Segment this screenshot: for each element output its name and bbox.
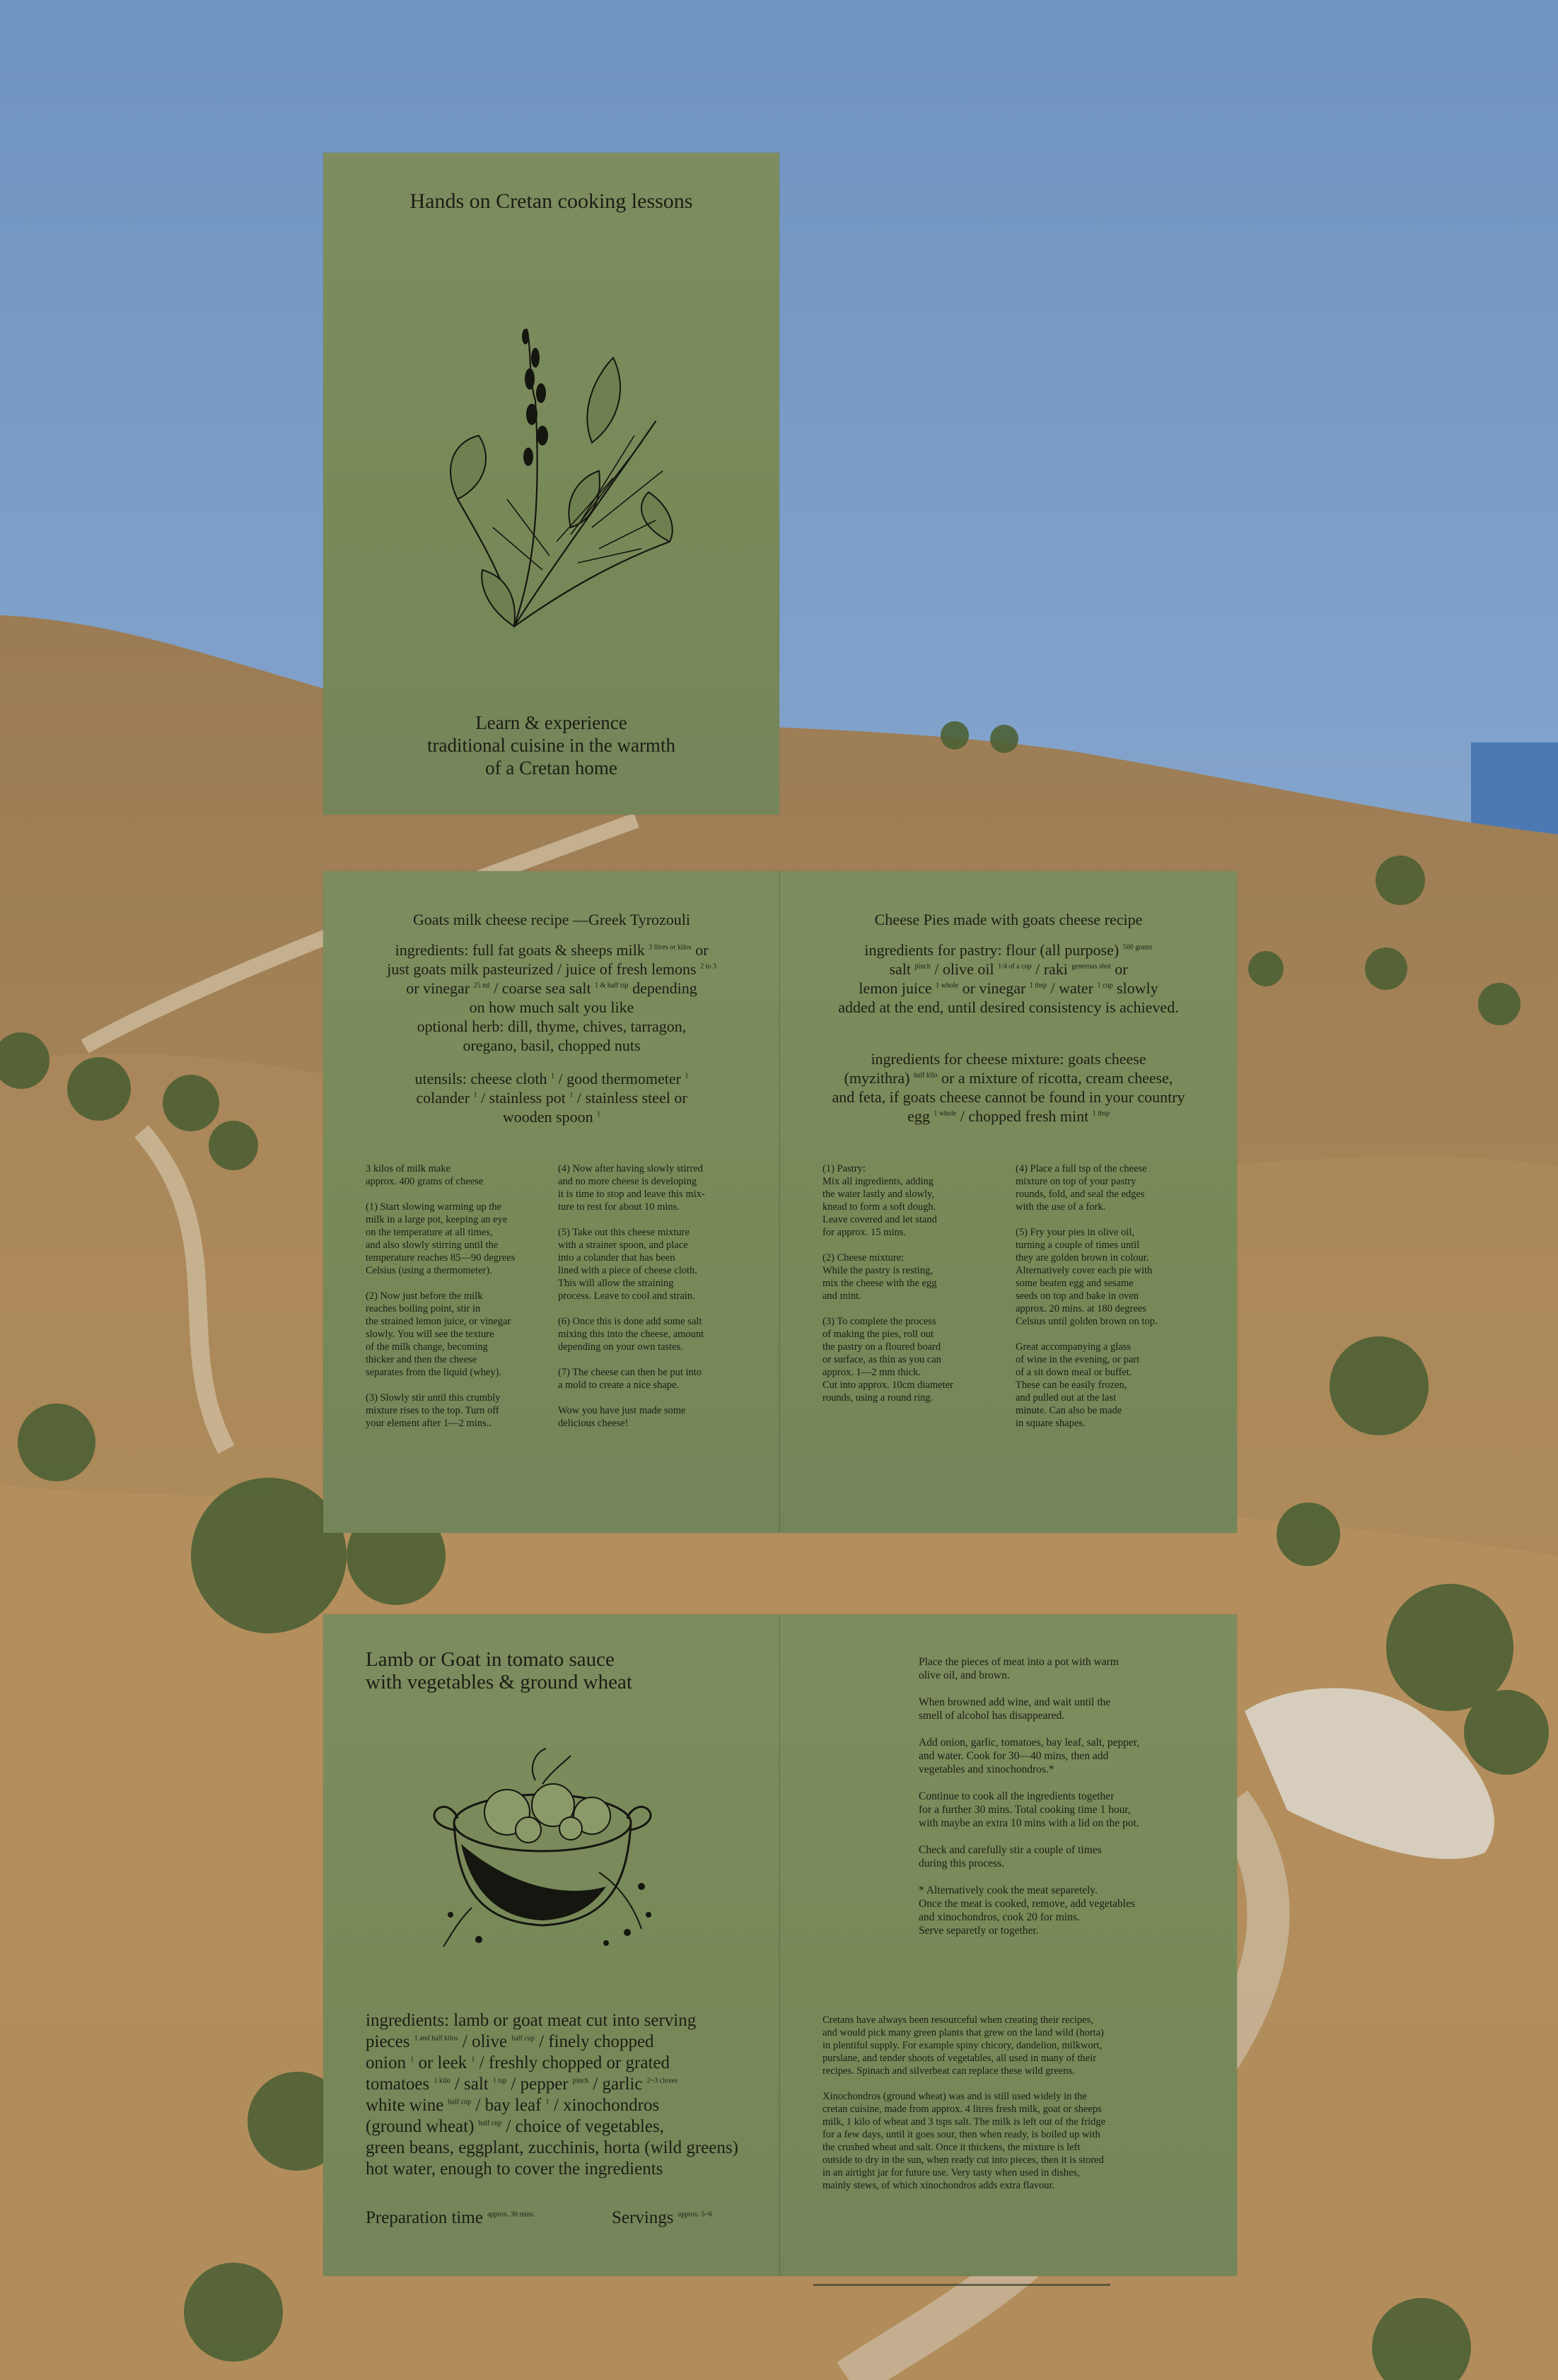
cover-title: Hands on Cretan cooking lessons [409, 189, 693, 213]
text-line: on the temperature at all times, [366, 1227, 493, 1238]
paragraph [822, 1162, 1004, 1239]
lamb-ingr-text: / garlic [593, 2075, 643, 2094]
cover-tagline-line: of a Cretan home [485, 757, 617, 778]
pastry-text: / raki [1035, 960, 1068, 978]
text-line: your element after 1—2 mins.. [366, 1418, 492, 1429]
paragraph [1016, 1162, 1197, 1213]
lamb-ingr-text: / choice of vegetables, [506, 2117, 664, 2136]
pastry-text: / water [1050, 979, 1093, 997]
text-line: the strained lemon juice, or vinegar [366, 1316, 511, 1327]
qty: 1 whole [934, 1109, 957, 1118]
cheese-mixture-ingredients [801, 1049, 1216, 1126]
pastry-text: lemon juice [859, 979, 932, 997]
text-line: (7) The cheese can then be put into [558, 1367, 702, 1378]
text-line: Celsius (using a thermometer). [366, 1265, 492, 1276]
text-line: separates from the liquid (whey). [366, 1367, 502, 1378]
text-line: (5) Fry your pies in olive oil, [1016, 1227, 1134, 1238]
qty: 1 [550, 1072, 554, 1080]
cheese-pies-page [780, 871, 1237, 1533]
text-line: (3) Slowly stir until this crumbly [366, 1392, 501, 1404]
servings-label: Servings [612, 2208, 674, 2227]
text-line: into a colander that has been [558, 1252, 675, 1264]
text-line: Add onion, garlic, tomatoes, bay leaf, salt, pepper, [919, 1737, 1140, 1749]
text-line: reaches boiling point, stir in [366, 1303, 481, 1314]
text-line: minute. Can also be made [1016, 1405, 1122, 1416]
text-line: mixing this into the cheese, amount [558, 1329, 704, 1340]
pies-steps-column-1 [822, 1162, 1004, 1417]
qty: pinch [572, 2077, 589, 2085]
text-line: While the pastry is resting, [822, 1265, 933, 1276]
qty: 1 kilo [434, 2077, 450, 2085]
pies-steps-column-2 [1016, 1162, 1197, 1442]
cheese-recipe-page [323, 871, 780, 1533]
paragraph [919, 1884, 1202, 1937]
qty: 1 [597, 1110, 601, 1119]
text-line: and water. Cook for 30—40 mins, then add [919, 1750, 1109, 1762]
cheese-ingr-text: depending [632, 979, 697, 997]
text-line: and also slowly stirring until the [366, 1239, 499, 1251]
pastry-text: salt [889, 960, 912, 978]
text-line: Continue to cook all the ingredients together [919, 1790, 1115, 1802]
pastry-text: ingredients for pastry: flour (all purpose) [864, 941, 1120, 959]
text-line: with maybe an extra 10 mins with a lid on the pot. [919, 1817, 1139, 1829]
lamb-recipe-title [366, 1648, 632, 1693]
paragraph [558, 1315, 739, 1353]
paragraph [366, 1392, 547, 1430]
lamb-ingr-text: / bay leaf [475, 2096, 542, 2115]
text-line: rounds, using a round ring. [822, 1392, 934, 1404]
qty: pinch [914, 962, 931, 971]
text-line: of a sit down meal or buffet. [1016, 1367, 1132, 1378]
prep-label: Preparation time [366, 2208, 483, 2227]
paragraph [919, 1736, 1202, 1776]
lamb-ingr-text: / xinochondros [553, 2096, 660, 2115]
qty: generous shot [1071, 962, 1111, 971]
lamb-ingr-text: or leek [418, 2053, 467, 2072]
text-line: When browned add wine, and wait until the [919, 1696, 1111, 1708]
text-line: during this process. [919, 1857, 1004, 1869]
text-line: milk in a large pot, keeping an eye [366, 1214, 508, 1225]
text-line: Wow you have just made some [558, 1405, 686, 1416]
text-line: delicious cheese! [558, 1418, 629, 1429]
qty: 500 grams [1122, 943, 1153, 952]
text-line: (3) To complete the process [822, 1316, 936, 1327]
text-line: temperature reaches 85—90 degrees [366, 1252, 516, 1264]
text-line: smell of alcohol has disappeared. [919, 1710, 1065, 1722]
lamb-method-steps [919, 1655, 1202, 1951]
text-line: mainly stews, of which xinochondros adds extra flavour. [822, 2180, 1055, 2191]
text-line: Cretans have always been resourceful when creating their recipes, [822, 2014, 1093, 2026]
qty: 1 and half kilos [414, 2034, 458, 2043]
utensil-text: colander [416, 1089, 470, 1107]
paragraph [1016, 1341, 1197, 1430]
lamb-ingr-text: pieces [366, 2032, 410, 2051]
text-line: mixture on top of your pastry [1016, 1176, 1136, 1187]
text-line: of the milk change, becoming [366, 1341, 488, 1353]
paragraph [919, 1655, 1202, 1682]
qty: 1 [410, 2055, 414, 2064]
utensil-text: / stainless steel or [576, 1089, 687, 1107]
qty: 1 tsp [493, 2077, 507, 2085]
utensil-text: wooden spoon [502, 1108, 593, 1126]
qty: half cup [511, 2034, 535, 2043]
cover-tagline-line: traditional cuisine in the warmth [427, 735, 675, 756]
text-line: (5) Take out this cheese mixture [558, 1227, 690, 1238]
text-line: Celsius until golden brown on top. [1016, 1316, 1158, 1327]
pastry-text: slowly [1116, 979, 1158, 997]
lamb-ingr-text: hot water, enough to cover the ingredients [366, 2159, 663, 2178]
text-line: the water lastly and slowly, [822, 1189, 935, 1200]
qty: 3 litres or kilos [649, 943, 692, 952]
cheese-recipe-title: Goats milk cheese recipe —Greek Tyrozouli [412, 911, 691, 928]
text-line: some beaten egg and sesame [1016, 1278, 1134, 1289]
text-line: (2) Now just before the milk [366, 1290, 483, 1302]
text-line: and xinochondros, cook 20 for mins. [919, 1911, 1080, 1923]
text-line: cretan cuisine, made from approx. 4 litres fresh milk, goat or sheeps [822, 2104, 1102, 2115]
paragraph [822, 1315, 1004, 1404]
qty: 1 tbsp [1092, 1109, 1110, 1118]
lamb-ingr-text: / olive [462, 2032, 508, 2051]
cheese-ingredients [344, 940, 759, 1055]
mixture-text: ingredients for cheese mixture: goats cheese [871, 1050, 1146, 1068]
qty: half kilo [913, 1071, 938, 1080]
text-line: seeds on top and bake in oven [1016, 1290, 1139, 1302]
text-line: Once the meat is cooked, remove, add vegetables [919, 1898, 1136, 1910]
qty: 1 [471, 2055, 475, 2064]
herb-bouquet-illustration [429, 315, 684, 641]
qty: 2~3 cloves [646, 2077, 678, 2085]
text-line: they are golden brown in colour. [1016, 1252, 1149, 1264]
text-line: Xinochondros (ground wheat) was and is still used widely in the [822, 2091, 1087, 2102]
text-line: in square shapes. [1016, 1418, 1086, 1429]
mixture-text: egg [907, 1107, 930, 1125]
lamb-title-line: Lamb or Goat in tomato sauce [366, 1648, 615, 1671]
text-line: (1) Pastry: [822, 1163, 866, 1174]
pastry-text: / olive oil [934, 960, 994, 978]
qty: 25 ml [473, 981, 490, 990]
text-line: Cut into approx. 10cm diameter [822, 1379, 953, 1391]
lamb-ingr-text: tomatoes [366, 2075, 430, 2094]
paragraph [366, 1290, 547, 1379]
paragraph [1016, 1226, 1197, 1328]
lamb-ingr-text: / salt [454, 2075, 489, 2094]
paragraph [366, 1162, 547, 1188]
paragraph [822, 2014, 1211, 2077]
text-line: thicker and then the cheese [366, 1354, 477, 1365]
text-line: with the use of a fork. [1016, 1201, 1106, 1213]
cheese-utensils [344, 1069, 759, 1126]
lamb-ingr-text: / freshly chopped or grated [479, 2053, 670, 2072]
text-line: Mix all ingredients, adding [822, 1176, 934, 1187]
cheese-ingr-text: just goats milk pasteurized / juice of fresh lemons [387, 960, 697, 978]
qty: 1 [545, 2098, 550, 2106]
qty: half cup [478, 2119, 502, 2128]
lamb-ingr-text: (ground wheat) [366, 2117, 475, 2136]
utensil-text: utensils: cheese cloth [414, 1070, 547, 1087]
cheese-ingr-text: / coarse sea salt [494, 979, 591, 997]
text-line: and no more cheese is developing [558, 1176, 697, 1187]
pastry-text: added at the end, until desired consistency is achieved. [838, 998, 1179, 1016]
paragraph [822, 1252, 1004, 1302]
text-line: outside to dry in the sun, when ready cut into pieces, then it is stored [822, 2154, 1104, 2166]
qty: 1 & half tsp [595, 981, 629, 990]
text-line: depending on your own tastes. [558, 1341, 683, 1353]
servings-value: approx. 5~6 [678, 2210, 712, 2219]
qty: half cup [448, 2098, 472, 2106]
qty: 1 [685, 1072, 689, 1080]
text-line: Check and carefully stir a couple of times [919, 1844, 1102, 1856]
text-line: in plentiful supply. For example spiny chicory, dandelion, milkwort, [822, 2040, 1103, 2051]
mixture-text: (myzithra) [844, 1069, 910, 1087]
text-line: rounds, fold, and seal the edges [1016, 1189, 1145, 1200]
qty: 1 [473, 1091, 477, 1099]
lamb-notes [822, 2014, 1211, 2205]
cheese-ingr-text: or vinegar [406, 979, 470, 997]
utensil-text: / good thermometer [558, 1070, 681, 1087]
qty: 1 [569, 1091, 574, 1099]
text-line: mix the cheese with the egg [822, 1278, 937, 1289]
cheese-ingr-text: optional herb: dill, thyme, chives, tarragon, [417, 1017, 687, 1035]
lamb-recipe-page [323, 1614, 780, 2276]
paragraph [558, 1366, 739, 1392]
text-line: * Alternatively cook the meat separetely. [919, 1884, 1098, 1896]
text-line: approx. 1—2 mm thick. [822, 1367, 921, 1378]
text-line: slowly. You will see the texture [366, 1329, 494, 1340]
paragraph [919, 1843, 1202, 1870]
utensil-text: / stainless pot [481, 1089, 566, 1107]
text-line: knead to form a soft dough. [822, 1201, 936, 1213]
text-line: and pulled out at the last [1016, 1392, 1117, 1404]
text-line: for a further 30 mins. Total cooking time 1 hour, [919, 1804, 1131, 1816]
cover-tagline [323, 711, 779, 779]
text-line: purslane, and tender shoots of vegetables, all used in many of their [822, 2053, 1096, 2064]
qty: 1 whole [936, 981, 959, 990]
qty: 1/4 of a cup [998, 962, 1032, 971]
paragraph [366, 1201, 547, 1277]
cheese-steps-column-1 [366, 1162, 547, 1442]
text-line: and would pick many green plants that grew on the land wild (horta) [822, 2027, 1104, 2038]
text-line: milk, 1 kilo of wheat and 3 tsps salt. The milk is left out of the fridge [822, 2116, 1106, 2128]
qty: 2 to 3 [700, 962, 716, 971]
cheese-ingr-text: on how much salt you like [469, 998, 634, 1016]
lamb-ingr-text: green beans, eggplant, zucchinis, horta (wild greens) [366, 2138, 738, 2157]
cheese-ingr-text: ingredients: full fat goats & sheeps milk [395, 941, 645, 959]
lamb-ingr-text: / finely chopped [539, 2032, 654, 2051]
text-line: (6) Once this is done add some salt [558, 1316, 702, 1327]
text-line: Serve separetly or together. [919, 1925, 1039, 1937]
cover-tagline-line: Learn & experience [475, 712, 627, 733]
paragraph [919, 1696, 1202, 1722]
text-line: turning a couple of times until [1016, 1239, 1140, 1251]
text-line: for a few days, until it goes sour, then when ready, is boiled up with [822, 2129, 1100, 2140]
text-line: the pastry on a floured board [822, 1341, 941, 1353]
text-line: for approx. 15 mins. [822, 1227, 906, 1238]
text-line: These can be easily frozen, [1016, 1379, 1127, 1391]
pastry-text: or [1115, 960, 1128, 978]
cooking-pot-illustration [429, 1745, 663, 1950]
text-line: (4) Now after having slowly stirred [558, 1163, 703, 1174]
text-line: This will allow the straining [558, 1278, 674, 1289]
paragraph [558, 1404, 739, 1430]
mixture-text: and feta, if goats cheese cannot be found in your country [832, 1088, 1185, 1106]
text-line: ture to rest for about 10 mins. [558, 1201, 680, 1213]
paragraph [822, 2090, 1211, 2192]
paragraph [558, 1162, 739, 1213]
text-line: olive oil, and brown. [919, 1669, 1010, 1681]
lamb-ingr-text: onion [366, 2053, 406, 2072]
text-line: Great accompanying a glass [1016, 1341, 1132, 1353]
booklet-cover-page [323, 153, 779, 815]
pastry-text: or vinegar [962, 979, 1026, 997]
lamb-ingredients [366, 2010, 762, 2180]
cheese-pies-title: Cheese Pies made with goats cheese recipe [874, 911, 1143, 928]
text-line: approx. 400 grams of cheese [366, 1176, 484, 1187]
text-line: it is time to stop and leave this mix- [558, 1189, 705, 1200]
text-line: vegetables and xinochondros.* [919, 1763, 1054, 1775]
servings [612, 2208, 712, 2228]
text-line: and mint. [822, 1290, 861, 1302]
text-line: with a strainer spoon, and place [558, 1239, 688, 1251]
lamb-ingr-text: ingredients: lamb or goat meat cut into serving [366, 2011, 697, 2030]
lamb-method-page [780, 1614, 1237, 2276]
mixture-text: / chopped fresh mint [960, 1107, 1089, 1125]
preparation-time [366, 2208, 535, 2228]
text-line: mixture rises to the top. Turn off [366, 1405, 499, 1416]
text-line: or surface, as thin as you can [822, 1354, 941, 1365]
prep-value: approx. 30 mins. [487, 2210, 535, 2219]
text-line: a mold to create a nice shape. [558, 1379, 680, 1391]
cheese-steps-column-2 [558, 1162, 739, 1442]
text-line: process. Leave to cool and strain. [558, 1290, 695, 1302]
text-line: of making the pies, roll out [822, 1329, 934, 1340]
text-line: (1) Start slowing warming up the [366, 1201, 502, 1213]
lamb-title-line: with vegetables & ground wheat [366, 1671, 632, 1693]
qty: 1 cup [1097, 981, 1113, 990]
paragraph [919, 1790, 1202, 1830]
text-line: of wine in the evening, or part [1016, 1354, 1140, 1365]
text-line: (4) Place a full tsp of the cheese [1016, 1163, 1147, 1174]
text-line: recipes. Spinach and silverbeat can replace these wild greens. [822, 2065, 1075, 2077]
cheese-ingr-text: oregano, basil, chopped nuts [463, 1037, 641, 1054]
text-line: Leave covered and let stand [822, 1214, 937, 1225]
text-line: approx. 20 mins. at 180 degrees [1016, 1303, 1146, 1314]
text-line: in an airtight jar for future use. Very tasty when used in dishes, [822, 2167, 1080, 2178]
text-line: (2) Cheese mixture: [822, 1252, 905, 1264]
mixture-text: or a mixture of ricotta, cream cheese, [941, 1069, 1173, 1087]
lamb-ingr-text: white wine [366, 2096, 444, 2115]
qty: 1 tbsp [1029, 981, 1047, 990]
text-line: the crushed wheat and salt. Once it thickens, the mixture is left [822, 2142, 1081, 2153]
text-line: 3 kilos of milk make [366, 1163, 451, 1174]
paragraph [558, 1226, 739, 1302]
text-line: lined with a piece of cheese cloth. [558, 1265, 697, 1276]
text-line: Place the pieces of meat into a pot with warm [919, 1656, 1119, 1668]
text-line: Alternatively cover each pie with [1016, 1265, 1153, 1276]
cheese-ingr-text: or [695, 941, 709, 959]
lamb-ingr-text: / pepper [511, 2075, 569, 2094]
pastry-ingredients [801, 940, 1216, 1017]
